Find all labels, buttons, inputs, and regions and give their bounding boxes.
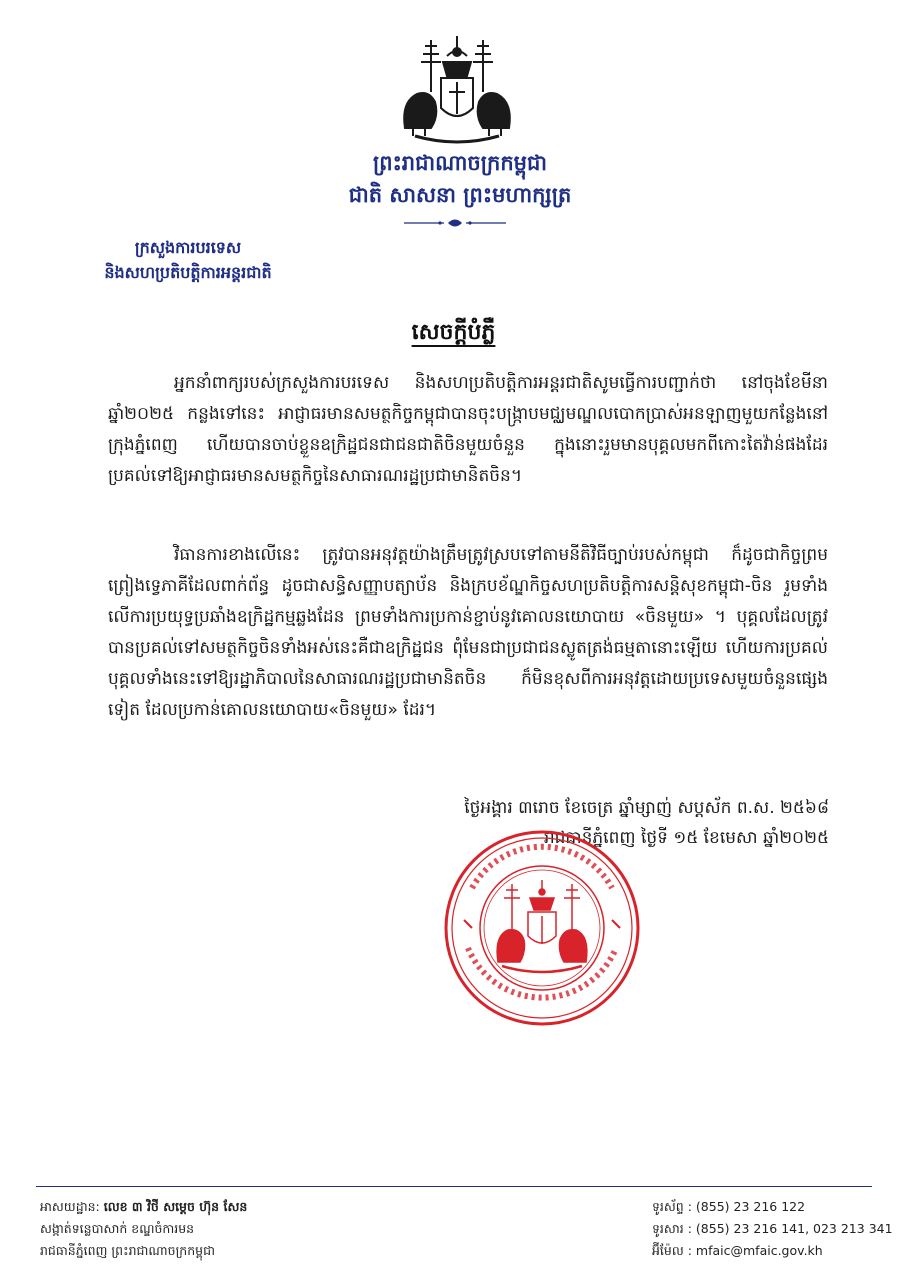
email-address[interactable]: mfaic@mfaic.gov.kh — [695, 1243, 823, 1258]
body-paragraph-2: វិធានការខាងលើនេះ ត្រូវបានអនុវត្តយ៉ាងត្រឹមត្រូវស្របទៅតាមនីតិវិធីច្បាប់របស់កម្ពុជា ក៏ដូចជាកិច្ចព្រមព្រៀងទ្វេភាគីដែលពាក់ព័ន្ធ ដូចជាសន្ធិសញ្ញាបត្យាប័ន និងក្របខ័ណ្ឌកិច្ចសហប្រតិបត្តិការសន្តិសុខកម្ពុជា-ចិន រួមទាំងលើការប្រយុទ្ធប្រឆាំងឧក្រិដ្ឋកម្មឆ្លងដែន ព្រមទាំងការប្រកាន់ខ្ជាប់នូវគោលនយោបាយ «ចិនមួយ» ។ បុគ្គលដែលត្រូវបានប្រគល់ទៅសមត្ថកិច្ចចិនទាំងអស់នេះគឺជាឧក្រិដ្ឋជន ពុំមែនជាប្រជាជនស្លូតត្រង់ធម្មតានោះឡើយ ហើយការប្រគល់បុគ្គលទាំងនេះទៅឱ្យរដ្ឋាភិបាលនៃសាធារណរដ្ឋប្រជាមានិតចិន ក៏មិនខុសពីការអនុវត្តដោយប្រទេសមួយចំនួនផ្សេងទៀត ដែលប្រកាន់គោលនយោបាយ«ចិនមួយ» ដែរ។ — [108, 545, 828, 720]
address-label: អាសយដ្ឋាន: — [40, 1199, 100, 1214]
fax-number: (855) 23 216 141, 023 213 341 — [695, 1221, 893, 1236]
document-title: សេចក្តីបំភ្លឺ — [411, 320, 496, 345]
email-label: អ៊ីម៉ែល : — [652, 1243, 692, 1258]
kingdom-name: ព្រះរាជាណាចក្រកម្ពុជា — [372, 151, 547, 175]
ministry-name-line1: ក្រសួងការបរទេស — [134, 238, 242, 257]
phone-number: (855) 23 216 122 — [695, 1199, 806, 1214]
ornamental-divider-icon — [400, 216, 510, 230]
address-line-2: សង្កាត់ទន្លេបាសាក់ ខណ្ឌចំការមន — [40, 1221, 195, 1236]
royal-coat-of-arms-icon — [395, 32, 519, 144]
fax-label: ទូរសារ : — [652, 1221, 692, 1236]
lunar-date-line: ថ្ងៃអង្គារ ៣រោច ខែចេត្រ ឆ្នាំម្សាញ់ សប្តស័ក ព.ស. ២៥៦៨ — [464, 798, 829, 818]
phone-label: ទូរស័ព្ទ : — [652, 1199, 692, 1214]
address-line-1: លេខ ៣ វិថី សម្តេច ហ៊ុន សែន — [103, 1199, 248, 1214]
body-paragraph-1: អ្នកនាំពាក្យរបស់ក្រសួងការបរទេស និងសហប្រតិបត្តិការអន្តរជាតិសូមធ្វើការបញ្ជាក់ថា នៅចុងខែមីនា ឆ្នាំ២០២៥ កន្លងទៅនេះ អាជ្ញាធរមានសមត្ថកិច្ចកម្ពុជាបានចុះបង្ក្រាបមជ្ឈមណ្ឌលបោកប្រាស់អនឡាញមួយកន្លែងនៅក្រុងភ្នំពេញ ហើយបានចាប់ខ្លួនឧក្រិដ្ឋជនជាជនជាតិចិនមួយចំនួន ក្នុងនោះរួមមានបុគ្គលមកពីកោះតៃវ៉ាន់ផងដែរ ប្រគល់ទៅឱ្យអាជ្ញាធរមានសមត្ថកិច្ចនៃសាធារណរដ្ឋប្រជាមានិតចិន។ — [108, 373, 828, 486]
address-line-3: រាជធានីភ្នំពេញ ព្រះរាជាណាចក្រកម្ពុជា — [40, 1243, 215, 1258]
footer-address — [40, 1196, 247, 1262]
footer-contacts — [652, 1196, 893, 1262]
ministry-name-line2: និងសហប្រតិបត្តិការអន្តរជាតិ — [104, 263, 272, 282]
national-motto: ជាតិ សាសនា ព្រះមហាក្សត្រ — [348, 183, 572, 207]
official-seal-icon — [442, 828, 642, 1028]
solar-date-line: រាជធានីភ្នំពេញ ថ្ងៃទី ១៥ ខែមេសា ឆ្នាំ២០២៥ — [543, 828, 829, 848]
footer-divider — [36, 1186, 872, 1187]
